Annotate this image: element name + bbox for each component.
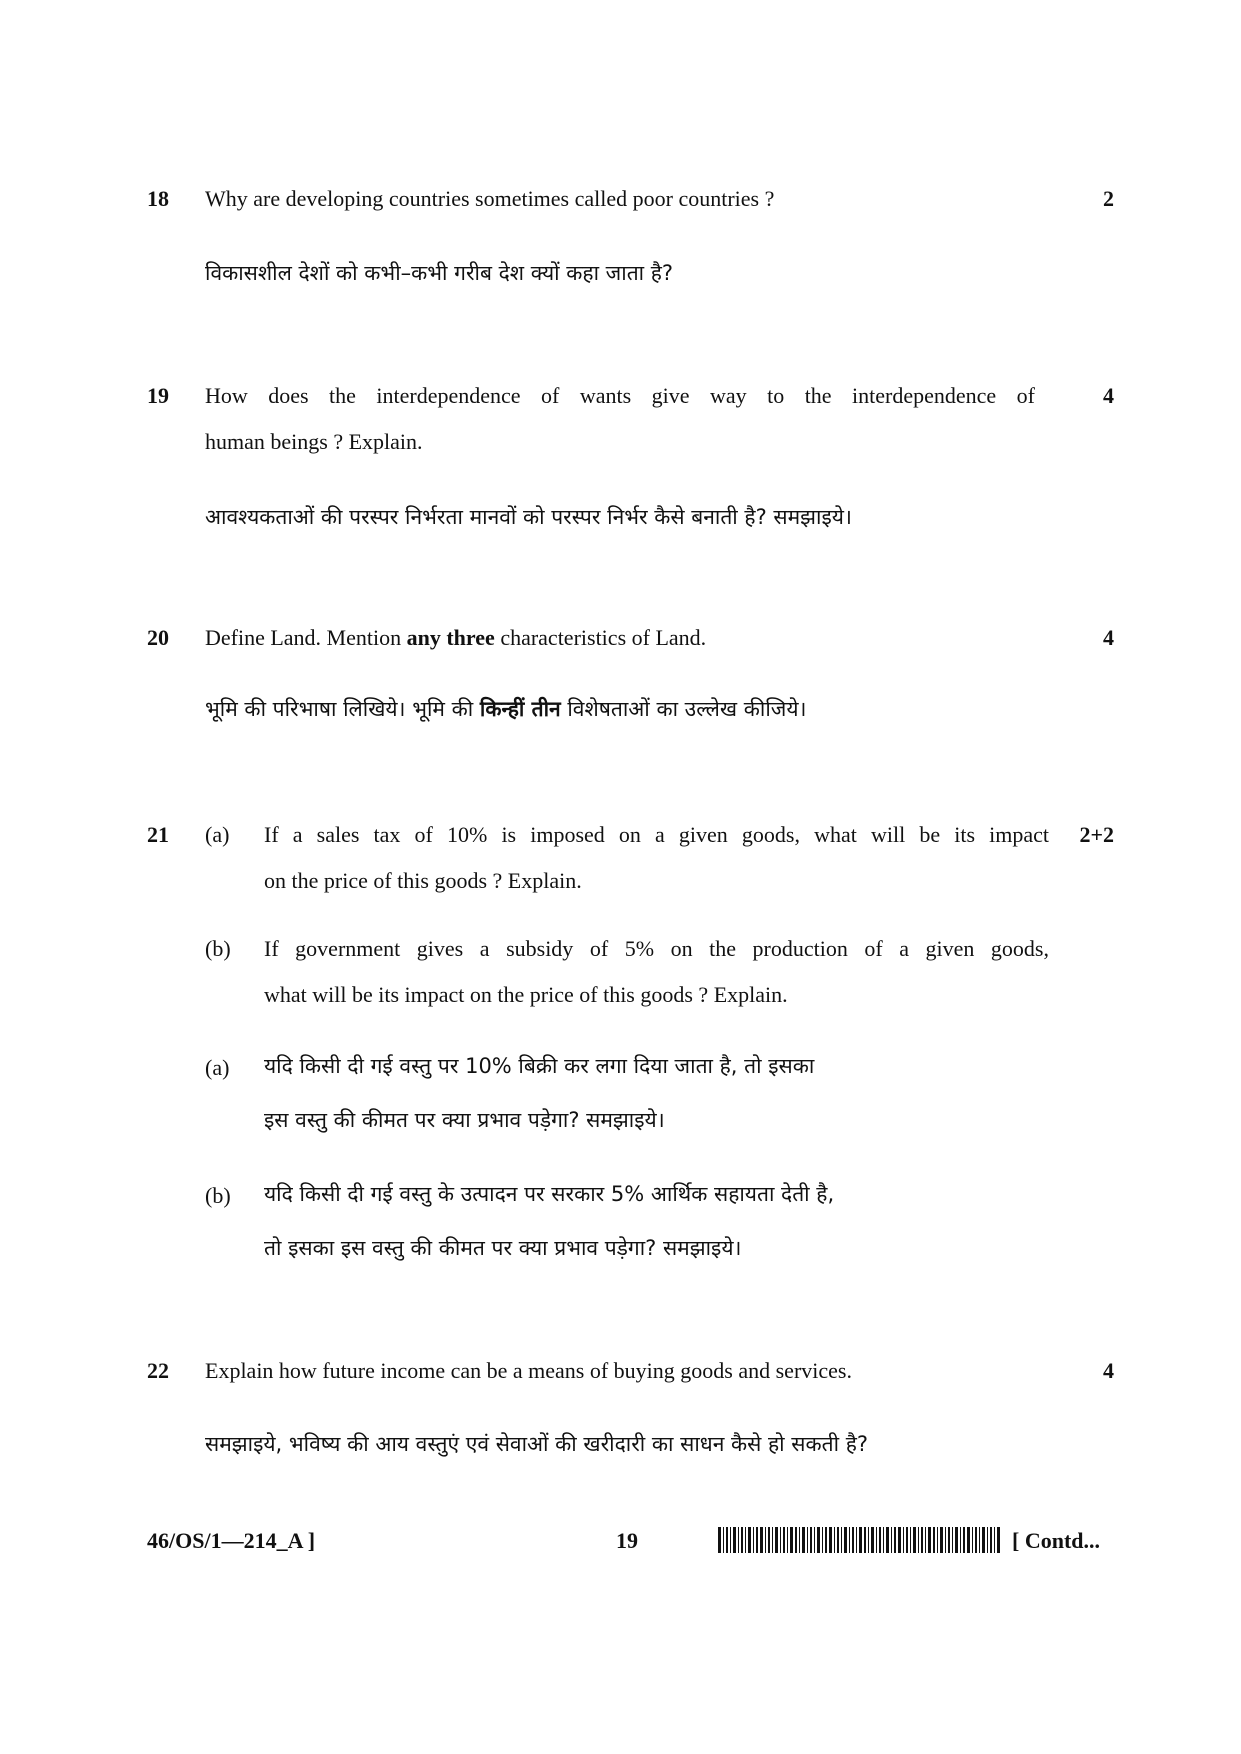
question-number: 19 [147, 383, 169, 408]
subpart-text-hindi-line1: यदि किसी दी गई वस्तु पर 10% बिक्री कर लगा दिया जाता है, तो इसका [264, 1054, 815, 1078]
subpart-text-line2: on the price of this goods ? Explain. [264, 868, 582, 893]
question-text-english: Why are developing countries sometimes called poor countries ? [205, 186, 775, 211]
question-text-english: Define Land. Mention any three characteristics of Land. [205, 625, 707, 650]
question-marks: 2 [1103, 186, 1114, 211]
subpart-text-line2: what will be its impact on the price of this goods ? Explain. [264, 982, 788, 1007]
page-number: 19 [616, 1528, 638, 1553]
question-text-english-line1: How does the interdependence of wants give way to the interdependence of [205, 383, 1035, 408]
barcode-icon [718, 1527, 1000, 1553]
question-number: 21 [147, 822, 169, 847]
subpart-label: (b) [205, 1183, 231, 1208]
subpart-text-hindi-line2: तो इसका इस वस्तु की कीमत पर क्या प्रभाव पड़ेगा? समझाइये। [264, 1236, 742, 1260]
question-text-hindi: भूमि की परिभाषा लिखिये। भूमि की किन्हीं तीन विशेषताओं का उल्लेख कीजिये। [205, 697, 807, 721]
paper-code: 46/OS/1—214_A ] [147, 1528, 316, 1553]
subpart-label: (b) [205, 936, 231, 961]
question-text-english: Explain how future income can be a means of buying goods and services. [205, 1358, 852, 1383]
question-number: 20 [147, 625, 169, 650]
question-number: 22 [147, 1358, 169, 1383]
question-text-english-line2: human beings ? Explain. [205, 429, 423, 454]
subpart-label: (a) [205, 822, 230, 847]
subpart-text-line1: If a sales tax of 10% is imposed on a given goods, what will be its impact [264, 822, 1049, 847]
question-text-hindi: आवश्यकताओं की परस्पर निर्भरता मानवों को परस्पर निर्भर कैसे बनाती है? समझाइये। [205, 505, 852, 529]
continued-label: [ Contd... [1012, 1528, 1101, 1553]
question-number: 18 [147, 186, 169, 211]
subpart-text-hindi-line2: इस वस्तु की कीमत पर क्या प्रभाव पड़ेगा? समझाइये। [264, 1108, 665, 1132]
subpart-text-line1: If government gives a subsidy of 5% on the production of a given goods, [264, 936, 1049, 961]
question-marks: 4 [1103, 625, 1114, 650]
question-marks: 4 [1103, 1358, 1114, 1383]
question-text-hindi: विकासशील देशों को कभी–कभी गरीब देश क्यों कहा जाता है? [205, 261, 674, 285]
subpart-text-hindi-line1: यदि किसी दी गई वस्तु के उत्पादन पर सरकार 5% आर्थिक सहायता देती है, [264, 1182, 835, 1206]
question-marks: 4 [1103, 383, 1114, 408]
subpart-label: (a) [205, 1055, 230, 1080]
question-marks: 2+2 [1079, 822, 1114, 847]
question-text-hindi: समझाइये, भविष्य की आय वस्तुएं एवं सेवाओं की खरीदारी का साधन कैसे हो सकती है? [205, 1432, 869, 1456]
